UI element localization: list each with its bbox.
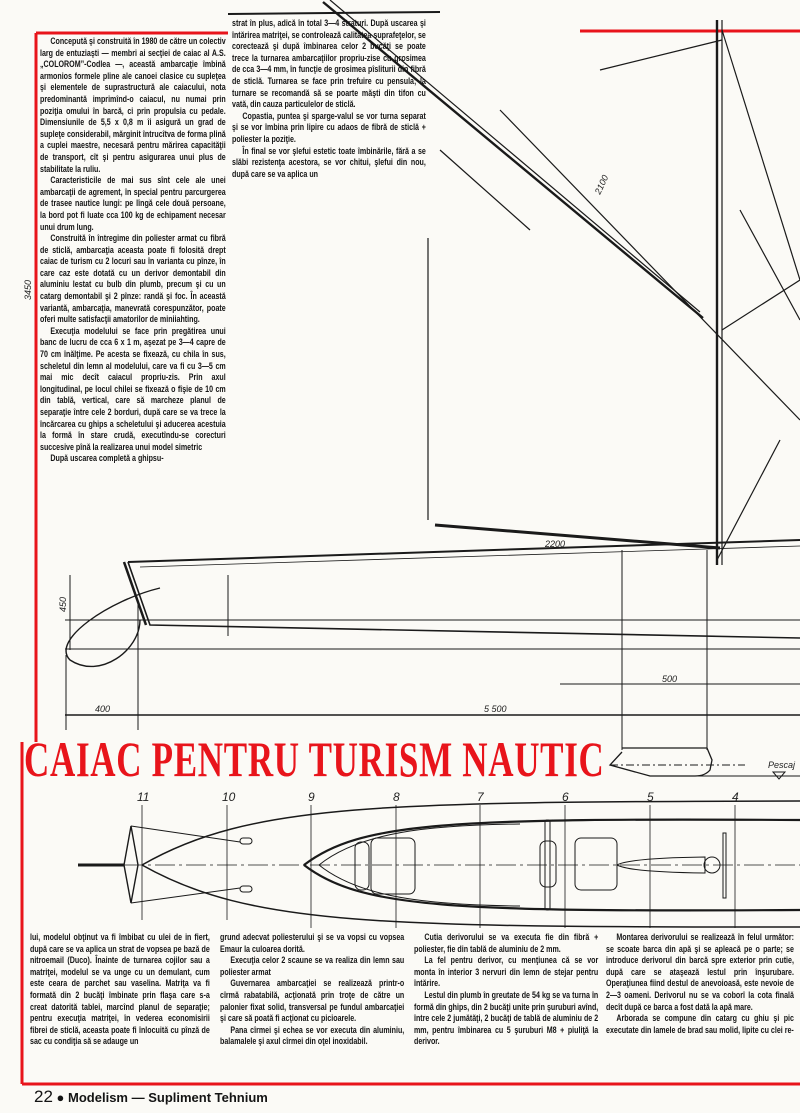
paragraph: La fel pentru derivor, cu menţiunea că se vor monta în interior 3 nervuri din lemn de stejar pentru întărire. (414, 955, 599, 990)
paragraph: grund adecvat poliesterului şi se va vopsi cu vopsea Emaur la culoarea dorită. (220, 932, 405, 955)
paragraph: După uscarea completă a ghipsu- (50, 453, 164, 465)
paragraph: Execuţia modelului se face prin pregătirea unui banc de lucru de cca 6 x 1 m, aşezat pe 3—4 capre de 70 cm înălţime. Pe acesta se fixează, cu chila în sus, scheletul din lemn al modelului, care va fi cu 3—5 cm mai mic decît caiacul propriu-zis. Prin axul longitudinal, pe locul chilei se fixează o fîşie de 10 cm din tablă, vertical, care să marcheze planul de separaţie între cele 2 borduri, după care se va trece la încărcarea cu ghips a scheletului şi aducerea acestuia la formă în stare crudă, executîndu-se corecturi succesive pînă la realizarea unui model simetric (40, 325, 226, 453)
paragraph: Pana cîrmei şi echea se vor executa din aluminiu, balamalele şi axul cîrmei din oţel inoxidabil. (220, 1024, 405, 1048)
paragraph: Caracteristicile de mai sus sînt cele ale unei ambarcaţii de agrement, în special pentru parcurgerea de trasee nautice lungi: pe lîngă cele două persoane, la bord pot fi luate cca 100 kg de echipament necesar unui drum lung. (40, 175, 226, 233)
dim-gaff: 2100 (592, 173, 611, 196)
paragraph: Construită în întregime din poliester armat cu fibră de sticlă, ambarcaţia aceasta poate fi folosită drept caiac de turism cu 2 locuri sau în varianta cu pînze, în care caz este dotată cu un derivor demontabil din aluminiu lestat cu bulb din plumb, precum şi cu un catarg demontabil şi 2 pînze: randă şi foc. În această variantă, ambarcaţia, manevrată corespunzător, poate oferi multe satisfacţii amatorilor de miniiahting. (40, 233, 226, 326)
paragraph: Guvernarea ambarcaţiei se realizează printr-o cîrmă rabatabilă, acţionată prin troţe de către un palonier fixat solid, transversal pe fundul ambarcaţiei şi care să poată fi acţionat cu picioarele. (220, 978, 405, 1025)
station-label: 5 (647, 790, 654, 804)
plan-view (78, 801, 800, 928)
station-labels (137, 790, 739, 804)
paragraph: lui, modelul obţinut va fi îmbibat cu ulei de in fiert, după care se va aplica un strat de vopsea pe bază de nitroemail (Duco). Înainte de turnarea cojilor sau a matriţei, modelul se va unge cu un demulant, cum este ceara de parchet sau vaselina. Matriţa va fi formată din 2 bucăţi îmbinate prin flaşa care s-a creat datorită tablei, marcînd planul de separaţie; pentru execuţia matriţei, în vederea economisirii fibrei de sticlă, aceasta poate fi înlocuită cu pînză de sac cu condiţia să se adauge un (30, 932, 210, 1048)
article-column-2 (232, 18, 426, 180)
paragraph: Execuţia celor 2 scaune se va realiza din lemn sau poliester armat (220, 955, 405, 978)
paragraph: Concepută şi construită în 1980 de către un colectiv larg de entuziaşti — membri ai secţiei de caiac al A.S. „COLOROM”-Codlea —, această ambarcaţie îmbină armonios formele pline ale canoei clasice cu supleţea şi elementele de suprastructură ale caiacului, nota predominantă imprimînd-o caiacul, nu numai prin poziţia omului în barcă, ci prin propulsia cu pedale. Dimensiunile de 5,5 x 0,8 m îi asigură un grad de supleţe considerabil, mărginit întrucîtva de forma plină a cuplei maestre, necesară pentru mărirea capacităţii de transport, cît şi pentru asigurarea unui plus de stabilitate la ruliu. (40, 36, 226, 175)
dim-boom: 2200 (545, 539, 566, 549)
paragraph: Montarea derivorului se realizează în felul următor: se scoate barca din apă şi se apleacă pe o parte; se introduce derivorul din barcă spre exterior prin cutie, după care se ataşează lestul prin înşurubare. Operaţiunea fiind destul de anevoioasă, este nevoie de 2—3 oameni. Derivorul nu se va coborî la cota finală decît după ce barca a fost dată la apă mare. (606, 932, 794, 1013)
dim-mast-height: 3450 (23, 279, 33, 300)
station-label: 11 (137, 790, 150, 804)
station-label: 4 (732, 790, 739, 804)
dim-keel: 500 (662, 674, 678, 684)
paragraph: Copastia, puntea şi sparge-valul se vor turna separat şi se vor îmbina prin lipire cu adaos de fibră de sticlă + poliester la poziţie. (232, 110, 426, 145)
dim-waterline: Pescaj (768, 760, 796, 770)
article-title: CAIAC PENTRU TURISM NAUTIC (24, 731, 605, 787)
paragraph: Arborada se compune din catarg cu ghiu şi pic executate din lamele de brad sau molid, lipite cu clei re- (606, 1013, 794, 1036)
article-column-5 (414, 932, 598, 1048)
dim-length: 5 500 (484, 704, 507, 714)
article-column-6 (606, 932, 794, 1036)
publication-name: Modelism — Supliment Tehnium (68, 1090, 268, 1105)
page-number: 22 (34, 1087, 53, 1106)
article-column-1 (40, 36, 226, 465)
article-column-4 (220, 932, 404, 1048)
station-label: 8 (393, 790, 400, 804)
station-label: 9 (308, 790, 315, 804)
dim-height: 450 (58, 596, 68, 612)
bullet-icon: ● (56, 1090, 65, 1105)
paragraph: Lestul din plumb în greutate de 54 kg se va turna în formă din ghips, din 2 bucăţi unite prin şuruburi avînd, între cele 2 jumătăţi, 2 bucăţi de tablă de aluminiu de 2 mm, pentru îmbinarea cu 5 şuruburi M8 + piuliţă la derivor. (414, 989, 599, 1048)
paragraph: În final se vor şlefui estetic toate îmbinările, fără a se slăbi rezistenţa acestora, se vor chitui, şlefui din nou, după care se va aplica un (232, 145, 426, 180)
page-footer (34, 1088, 268, 1107)
article-column-3 (30, 932, 210, 1048)
dim-overhang: 400 (95, 704, 111, 714)
paragraph: strat în plus, adică în total 3—4 straturi. După uscarea şi întărirea matriţei, se controlează calitatea suprafeţelor, se corectează şi după îmbinarea celor 2 bucăţi se poate trece la turnarea ambarcaţiilor propriu-zise cu grosimea de cca 3—4 mm, în funcţie de grosimea pîsliturii din fibră de sticlă. Turnarea se face prin trefuire cu pensula; la turnare se recomandă să se poarte măşti din tifon cu vată, din cauza particulelor de sticlă. (232, 18, 426, 111)
station-label: 6 (562, 790, 569, 804)
station-label: 7 (477, 790, 484, 804)
station-label: 10 (222, 790, 236, 804)
paragraph: Cutia derivorului se va executa fie din fibră + poliester, fie din tablă de aluminiu de 2 mm. (414, 932, 599, 955)
